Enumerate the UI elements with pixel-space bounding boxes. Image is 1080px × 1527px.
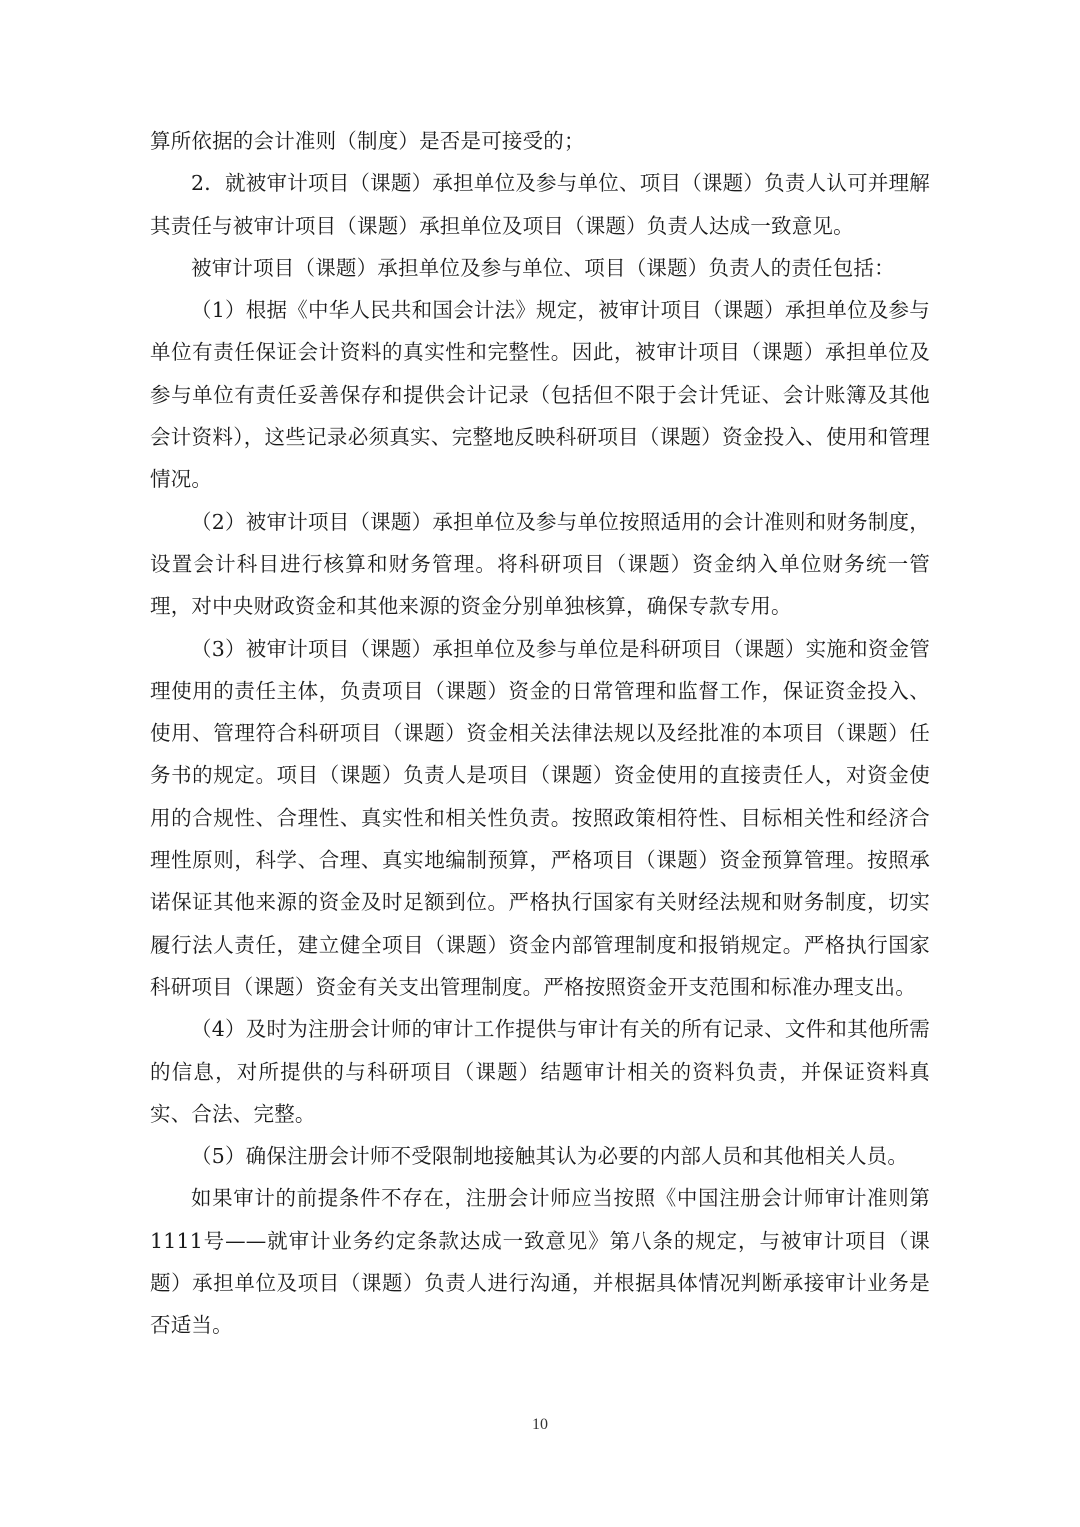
paragraph-responsibility-intro: 被审计项目（课题）承担单位及参与单位、项目（课题）负责人的责任包括： [191,255,895,280]
paragraph-precondition: 如果审计的前提条件不存在，注册会计师应当按照《中国注册会计师审计准则第1111号——就审计业务约定条款达成一致意见》第八条的规定，与被审计项目（课题）承担单位及项目（课题）负责人进行沟通，并根据具体情况判断承接审计业务是否适当。 [150,1186,930,1338]
page-body [150,120,930,1347]
page-number: 10 [532,1416,548,1433]
paragraph-responsibility-2: （2）被审计项目（课题）承担单位及参与单位按照适用的会计准则和财务制度，设置会计科目进行核算和财务管理。将科研项目（课题）资金纳入单位财务统一管理，对中央财政资金和其他来源的资金分别单独核算，确保专款专用。 [150,509,930,619]
paragraph-responsibility-1: （1）根据《中华人民共和国会计法》规定，被审计项目（课题）承担单位及参与单位有责任保证会计资料的真实性和完整性。因此，被审计项目（课题）承担单位及参与单位有责任妥善保存和提供会计记录（包括但不限于会计凭证、会计账簿及其他会计资料），这些记录必须真实、完整地反映科研项目（课题）资金投入、使用和管理情况。 [150,298,930,492]
paragraph-responsibility-5: （5）确保注册会计师不受限制地接触其认为必要的内部人员和其他相关人员。 [191,1144,909,1169]
paragraph-responsibility-3: （3）被审计项目（课题）承担单位及参与单位是科研项目（课题）实施和资金管理使用的责任主体，负责项目（课题）资金的日常管理和监督工作，保证资金投入、使用、管理符合科研项目（课题）资金相关法律法规以及经批准的本项目（课题）任务书的规定。项目（课题）负责人是项目（课题）资金使用的直接责任人，对资金使用的合规性、合理性、真实性和相关性负责。按照政策相符性、目标相关性和经济合理性原则，科学、合理、真实地编制预算，严格项目（课题）资金预算管理。按照承诺保证其他来源的资金及时足额到位。严格执行国家有关财经法规和财务制度，切实履行法人责任，建立健全项目（课题）资金内部管理制度和报销规定。严格执行国家科研项目（课题）资金有关支出管理制度。严格按照资金开支范围和标准办理支出。 [150,636,930,999]
paragraph-responsibility-4: （4）及时为注册会计师的审计工作提供与审计有关的所有记录、文件和其他所需的信息，对所提供的与科研项目（课题）结题审计相关的资料负责，并保证资料真实、合法、完整。 [150,1017,930,1126]
paragraph-item-2: 2．就被审计项目（课题）承担单位及参与单位、项目（课题）负责人认可并理解其责任与被审计项目（课题）承担单位及项目（课题）负责人达成一致意见。 [150,171,930,238]
paragraph-continuation: 算所依据的会计准则（制度）是否是可接受的； [150,129,585,153]
